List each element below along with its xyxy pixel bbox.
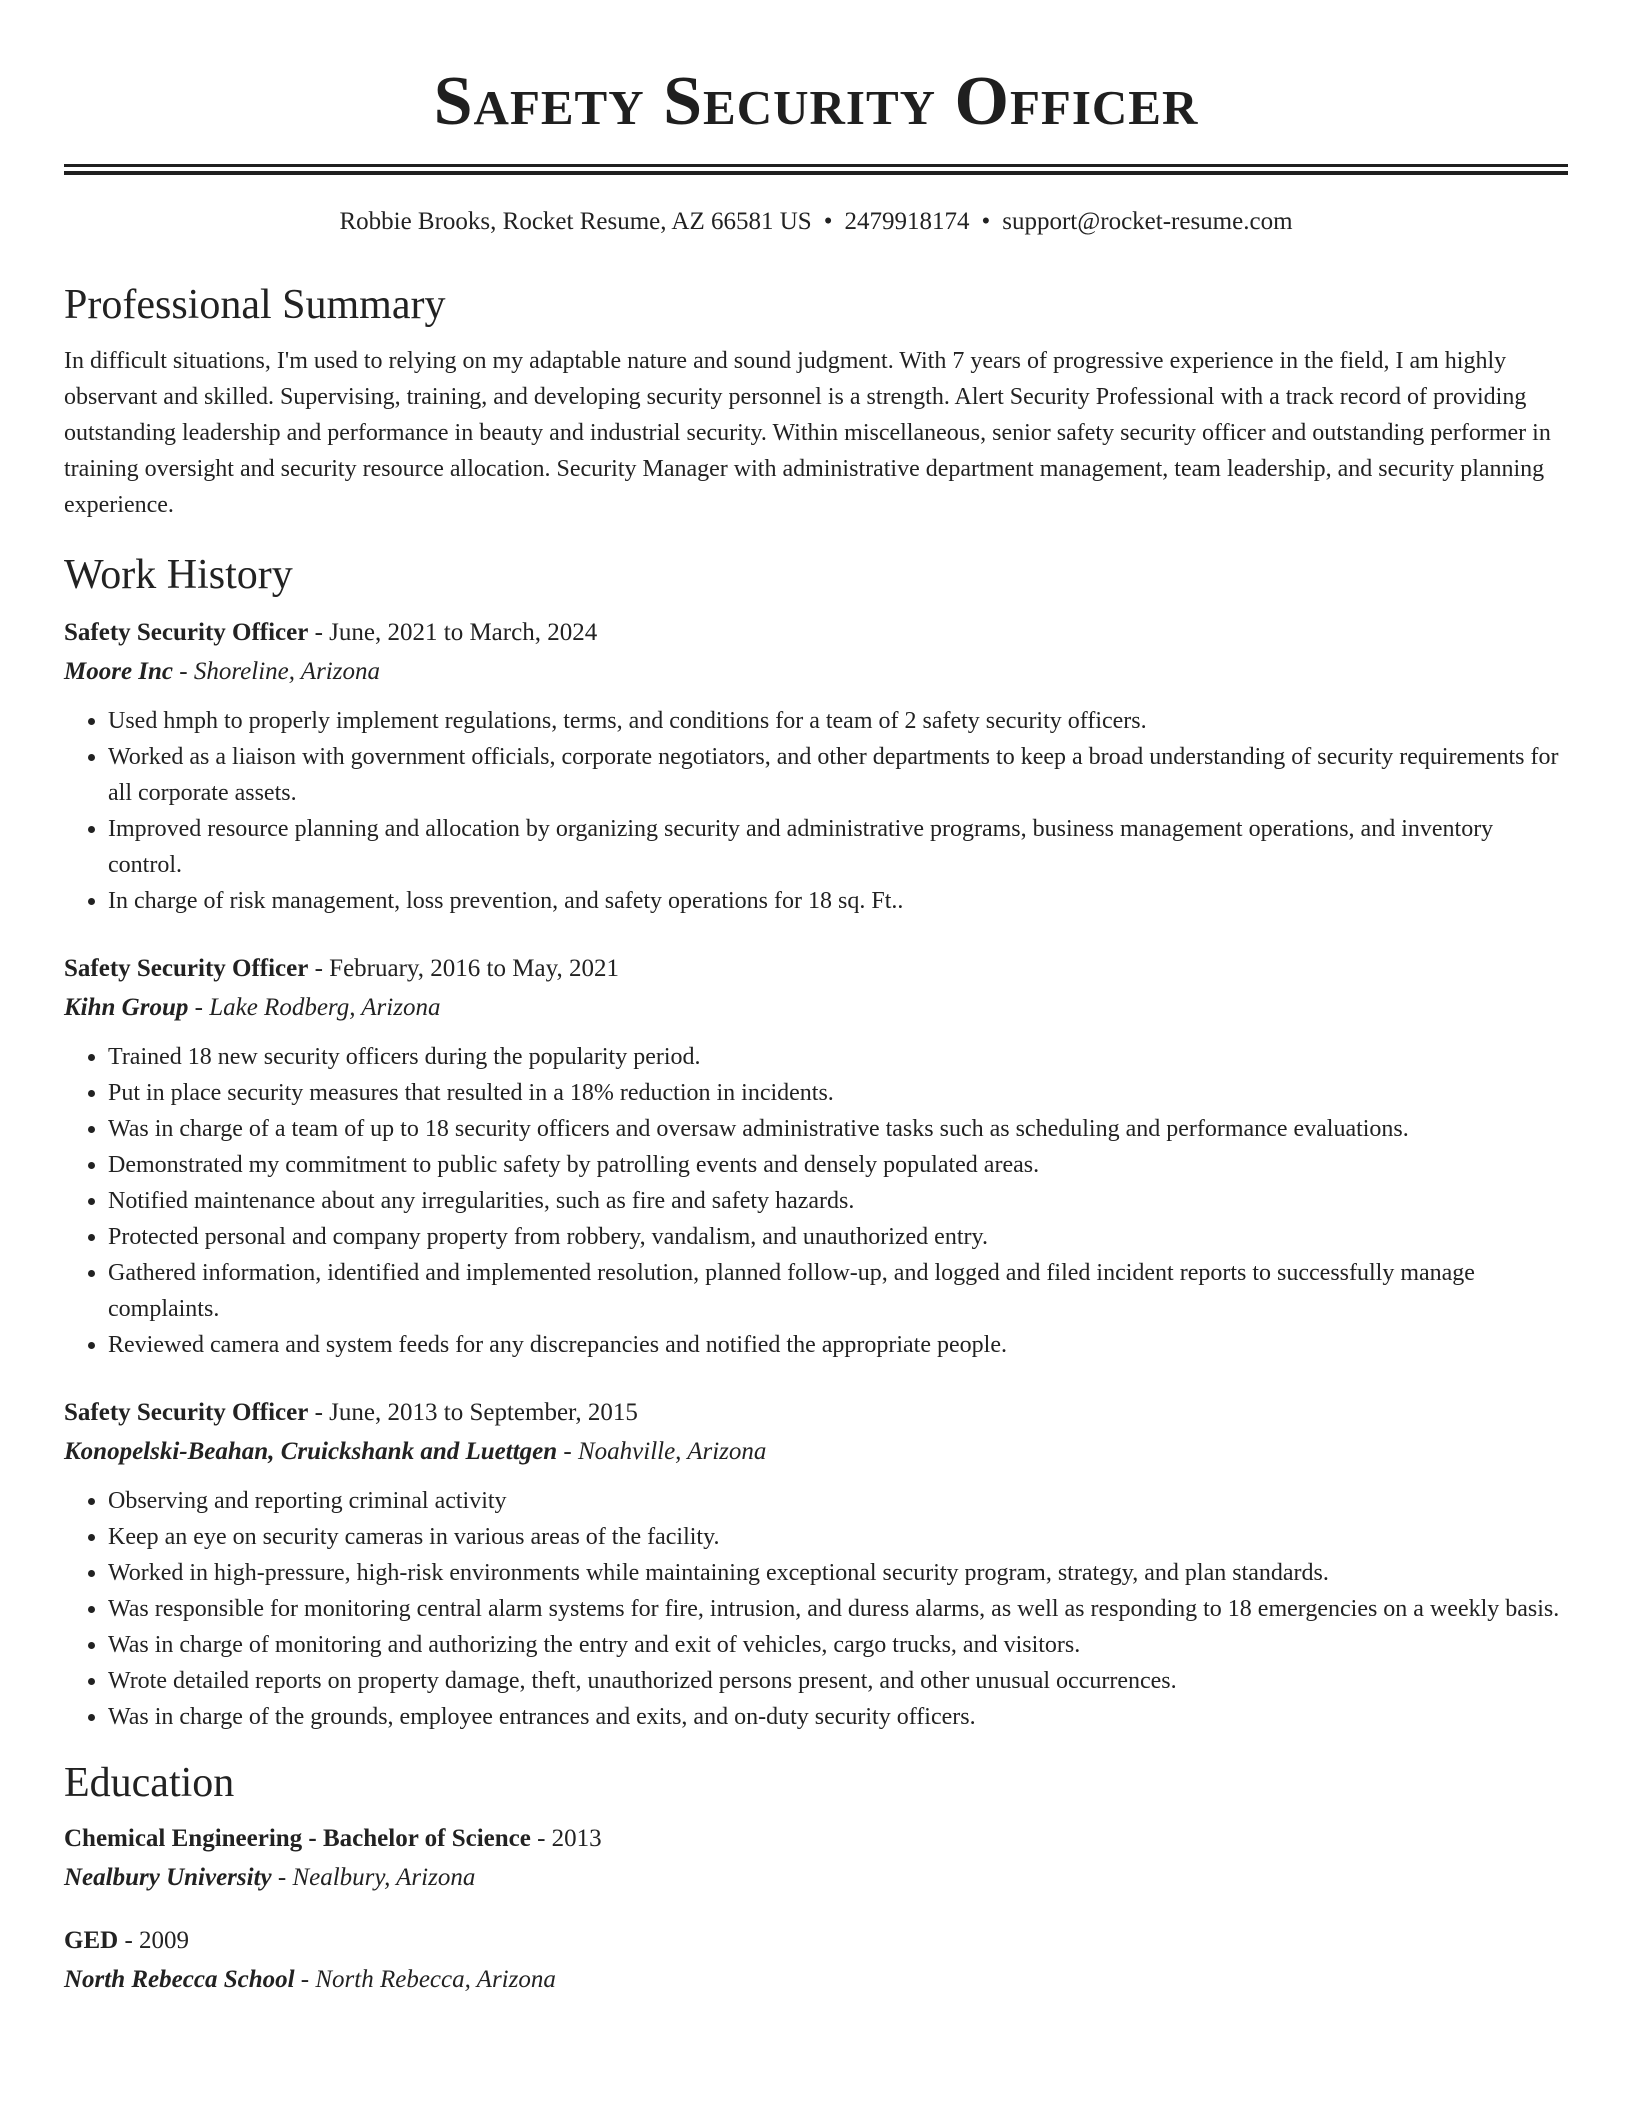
- list-item: • Gathered information, identified and implemented resolution, planned follow-up, and logged and filed incident reports to successfully manage complaints.: [108, 1255, 1568, 1327]
- list-item: • Was in charge of monitoring and authorizing the entry and exit of vehicles, cargo trucks, and visitors.: [108, 1627, 1568, 1663]
- education-heading: Education: [64, 1760, 235, 1806]
- list-item: • Was responsible for monitoring central alarm systems for fire, intrusion, and duress alarms, as well as responding to 18 emergencies on a weekly basis.: [108, 1591, 1568, 1627]
- job-entry: [64, 951, 1568, 1363]
- job-location: - Noahville, Arizona: [557, 1438, 767, 1465]
- job-company: Konopelski-Beahan, Cruickshank and Luettgen: [64, 1438, 558, 1465]
- list-item: • Reviewed camera and system feeds for any discrepancies and notified the appropriate people.: [108, 1327, 1568, 1363]
- job-bullets: [64, 1483, 1568, 1735]
- list-item: • Worked as a liaison with government officials, corporate negotiators, and other departments to keep a broad understanding of security requirements for all corporate assets.: [108, 739, 1568, 811]
- education-entry: [64, 1923, 1568, 1999]
- resume-title: Safety Security Officer: [433, 63, 1199, 140]
- list-item: • Put in place security measures that resulted in a 18% reduction in incidents.: [108, 1075, 1568, 1111]
- list-item: • Was in charge of a team of up to 18 security officers and oversaw administrative tasks such as scheduling and performance evaluations.: [108, 1111, 1568, 1147]
- list-item: • Trained 18 new security officers during the popularity period.: [108, 1039, 1568, 1075]
- degree-line: [64, 1821, 1568, 1857]
- title-divider: [64, 164, 1568, 175]
- work-history-heading: Work History: [64, 552, 293, 598]
- degree-year: - 2009: [118, 1927, 190, 1954]
- degree-line: [64, 1923, 1568, 1959]
- school-location: - North Rebecca, Arizona: [294, 1966, 556, 1993]
- list-item: • Observing and reporting criminal activity: [108, 1483, 1568, 1519]
- degree-year: - 2013: [530, 1825, 602, 1852]
- list-item: • Wrote detailed reports on property damage, theft, unauthorized persons present, and other unusual occurrences.: [108, 1663, 1568, 1699]
- job-title-line: [64, 615, 1568, 651]
- contact-phone: 2479918174: [844, 208, 970, 235]
- contact-address: Robbie Brooks, Rocket Resume, AZ 66581 US: [339, 208, 812, 235]
- job-bullets: [64, 1039, 1568, 1363]
- job-title: Safety Security Officer: [64, 955, 309, 982]
- list-item: • Protected personal and company property from robbery, vandalism, and unauthorized entry.: [108, 1219, 1568, 1255]
- list-item: • Was in charge of the grounds, employee entrances and exits, and on-duty security officers.: [108, 1699, 1568, 1735]
- list-item: • Used hmph to properly implement regulations, terms, and conditions for a team of 2 safety security officers.: [108, 703, 1568, 739]
- job-company: Moore Inc: [64, 658, 174, 685]
- degree: Chemical Engineering - Bachelor of Science: [64, 1825, 531, 1852]
- list-item: • Demonstrated my commitment to public safety by patrolling events and densely populated areas.: [108, 1147, 1568, 1183]
- job-entry: [64, 1395, 1568, 1735]
- job-dates: - June, 2013 to September, 2015: [308, 1399, 638, 1426]
- list-item: • Notified maintenance about any irregularities, such as fire and safety hazards.: [108, 1183, 1568, 1219]
- contact-line: [64, 205, 1568, 239]
- contact-separator: •: [981, 208, 991, 235]
- school-line: [64, 1859, 1568, 1897]
- school-name: Nealbury University: [64, 1864, 272, 1891]
- job-title-line: [64, 1395, 1568, 1431]
- degree: GED: [64, 1927, 119, 1954]
- contact-email: support@rocket-resume.com: [1002, 208, 1293, 235]
- summary-heading: Professional Summary: [64, 282, 446, 328]
- job-bullets: [64, 703, 1568, 919]
- list-item: • Worked in high-pressure, high-risk environments while maintaining exceptional security program, strategy, and plan standards.: [108, 1555, 1568, 1591]
- job-title: Safety Security Officer: [64, 1399, 309, 1426]
- job-company-line: [64, 989, 1568, 1027]
- job-location: - Shoreline, Arizona: [173, 658, 380, 685]
- school-name: North Rebecca School: [64, 1966, 295, 1993]
- job-company-line: [64, 653, 1568, 691]
- summary-text: In difficult situations, I'm used to relying on my adaptable nature and sound judgment. With 7 years of progressive experience in the field, I am highly observant and skilled. Supervising, training, and developing security personnel is a strength. Alert Security Professional with a track record of providing outstanding leadership and performance in beauty and industrial security. Within miscellaneous, senior safety security officer and outstanding performer in training oversight and security resource allocation. Security Manager with administrative department management, team leadership, and security planning experience.: [64, 348, 1551, 518]
- education-entry: [64, 1821, 1568, 1897]
- job-location: - Lake Rodberg, Arizona: [188, 994, 441, 1021]
- school-line: [64, 1961, 1568, 1999]
- list-item: • Keep an eye on security cameras in various areas of the facility.: [108, 1519, 1568, 1555]
- list-item: • In charge of risk management, loss prevention, and safety operations for 18 sq. Ft..: [108, 883, 1568, 919]
- job-title: Safety Security Officer: [64, 619, 309, 646]
- contact-separator: •: [823, 208, 833, 235]
- job-company: Kihn Group: [64, 994, 189, 1021]
- job-title-line: [64, 951, 1568, 987]
- job-company-line: [64, 1433, 1568, 1471]
- list-item: • Improved resource planning and allocation by organizing security and administrative programs, business management operations, and inventory control.: [108, 811, 1568, 883]
- school-location: - Nealbury, Arizona: [271, 1864, 476, 1891]
- job-dates: - June, 2021 to March, 2024: [308, 619, 598, 646]
- job-dates: - February, 2016 to May, 2021: [308, 955, 619, 982]
- job-entry: [64, 615, 1568, 919]
